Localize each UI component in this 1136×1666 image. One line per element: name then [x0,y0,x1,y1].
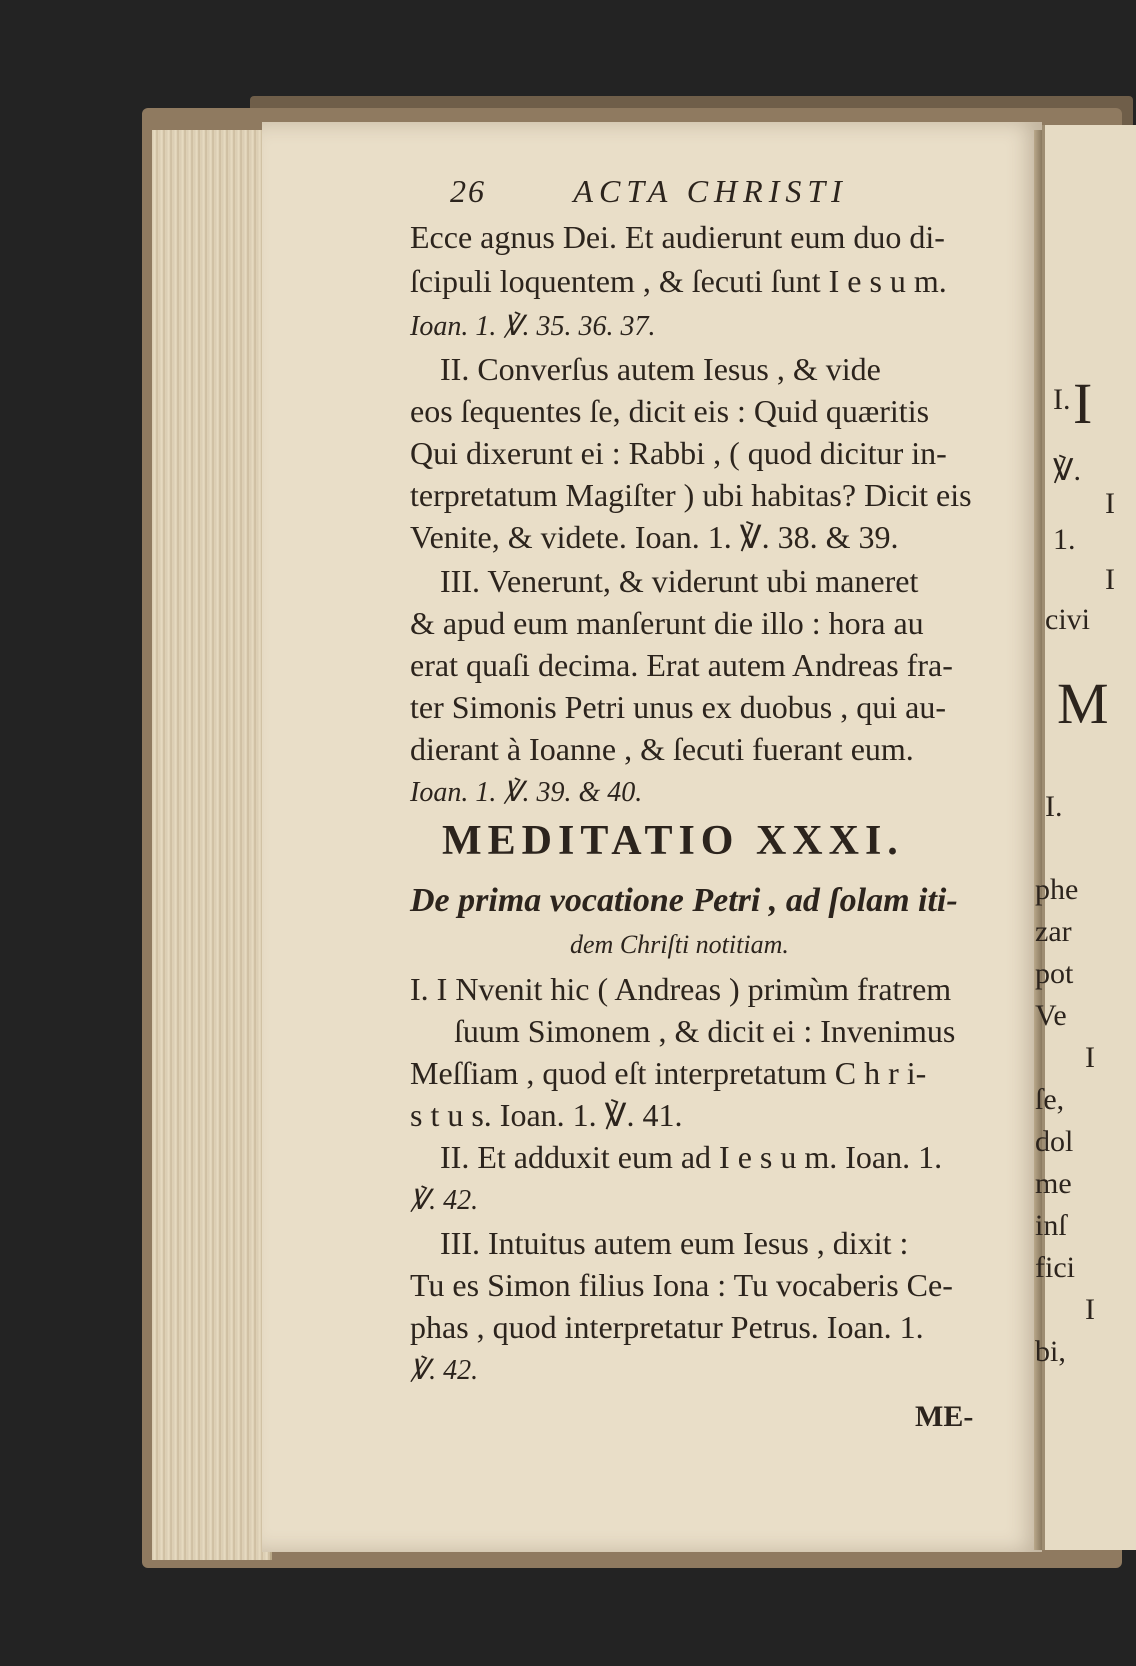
next-page-fragment: I [1085,1041,1095,1074]
text-line: ter Simonis Petri unus ex duobus , qui au- [410,689,946,725]
text-line: terpretatum Magiſter ) ubi habitas? Dicit eis [410,477,972,513]
catchword: ME- [915,1400,974,1433]
text-line: eos ſequentes ſe, dicit eis : Quid quæritis [410,393,930,429]
page-number: 26 [450,173,486,209]
text-line: Tu es Simon filius Iona : Tu vocaberis Ce- [410,1267,953,1303]
next-page-fragment: civi [1045,603,1090,636]
text-line: ſuum Simonem , & dicit ei : Invenimus [454,1013,956,1049]
text-line: dierant à Ioanne , & ſecuti fuerant eum. [410,731,914,767]
meditatio-title: MEDITATIO XXXI. [442,818,904,864]
text-line: III. Venerunt, & viderunt ubi maneret [440,563,919,599]
next-page-fragment: pot [1035,957,1074,990]
next-page-fragment: I [1105,487,1115,520]
text-line: phas , quod interpretatur Petrus. Ioan. 1. [410,1309,924,1345]
next-page-fragment: fici [1035,1251,1075,1284]
next-page-fragment: I [1105,563,1115,596]
text-line: & apud eum manſerunt die illo : hora au [410,605,924,641]
next-page-fragment: bi, [1035,1335,1066,1368]
scripture-reference: ℣. 42. [410,1185,479,1216]
next-page-fragment: inſ [1035,1209,1067,1242]
next-page-fragment: I. [1045,790,1063,823]
running-header [450,172,848,210]
next-page-fragment: zar [1035,915,1072,948]
next-page-fragment: 1. [1053,523,1076,556]
text-line: I. I Nvenit hic ( Andreas ) primùm fratrem [410,971,952,1007]
next-page-fragment: I [1073,371,1093,436]
next-page-fragment: I. [1053,383,1071,416]
next-page-fragment: me [1035,1167,1072,1200]
text-line: erat quaſi decima. Erat autem Andreas fra- [410,647,953,683]
meditatio-subtitle: De prima vocatione Petri , ad ſolam iti- [410,882,958,919]
running-title: ACTA CHRISTI [573,173,848,209]
text-line: Ecce agnus Dei. Et audierunt eum duo di- [410,219,945,255]
text-line: II. Et adduxit eum ad I e s u m. Ioan. 1. [440,1139,943,1175]
text-line: Qui dixerunt ei : Rabbi , ( quod dicitur in- [410,435,947,471]
text-line: III. Intuitus autem eum Iesus , dixit : [440,1225,909,1261]
next-page-fragment: ſe, [1035,1083,1065,1116]
right-page-fragment [1035,125,1136,1550]
meditatio-subtitle: dem Chriſti notitiam. [570,930,789,959]
page-stack-edge [152,130,272,1560]
scripture-reference: ℣. 42. [410,1355,479,1386]
text-line: s t u s. Ioan. 1. ℣. 41. [410,1097,683,1133]
text-line: Meſſiam , quod eſt interpretatum C h r i- [410,1055,927,1091]
next-page-fragment: ℣. [1053,454,1082,487]
text-line: Venite, & videte. Ioan. 1. ℣. 38. & 39. [410,519,899,555]
scripture-reference: Ioan. 1. ℣. 35. 36. 37. [410,311,656,342]
next-page-fragment: Ve [1035,999,1067,1032]
text-line: II. Converſus autem Iesus , & vide [440,351,881,387]
next-page-fragment: dol [1035,1125,1074,1158]
text-line: ſcipuli loquentem , & ſecuti ſunt I e s u m. [410,263,947,299]
scripture-reference: Ioan. 1. ℣. 39. & 40. [410,777,643,808]
next-page-fragment: I [1085,1293,1095,1326]
next-page-fragment: M [1057,671,1109,736]
next-page-fragment: phe [1035,873,1079,906]
